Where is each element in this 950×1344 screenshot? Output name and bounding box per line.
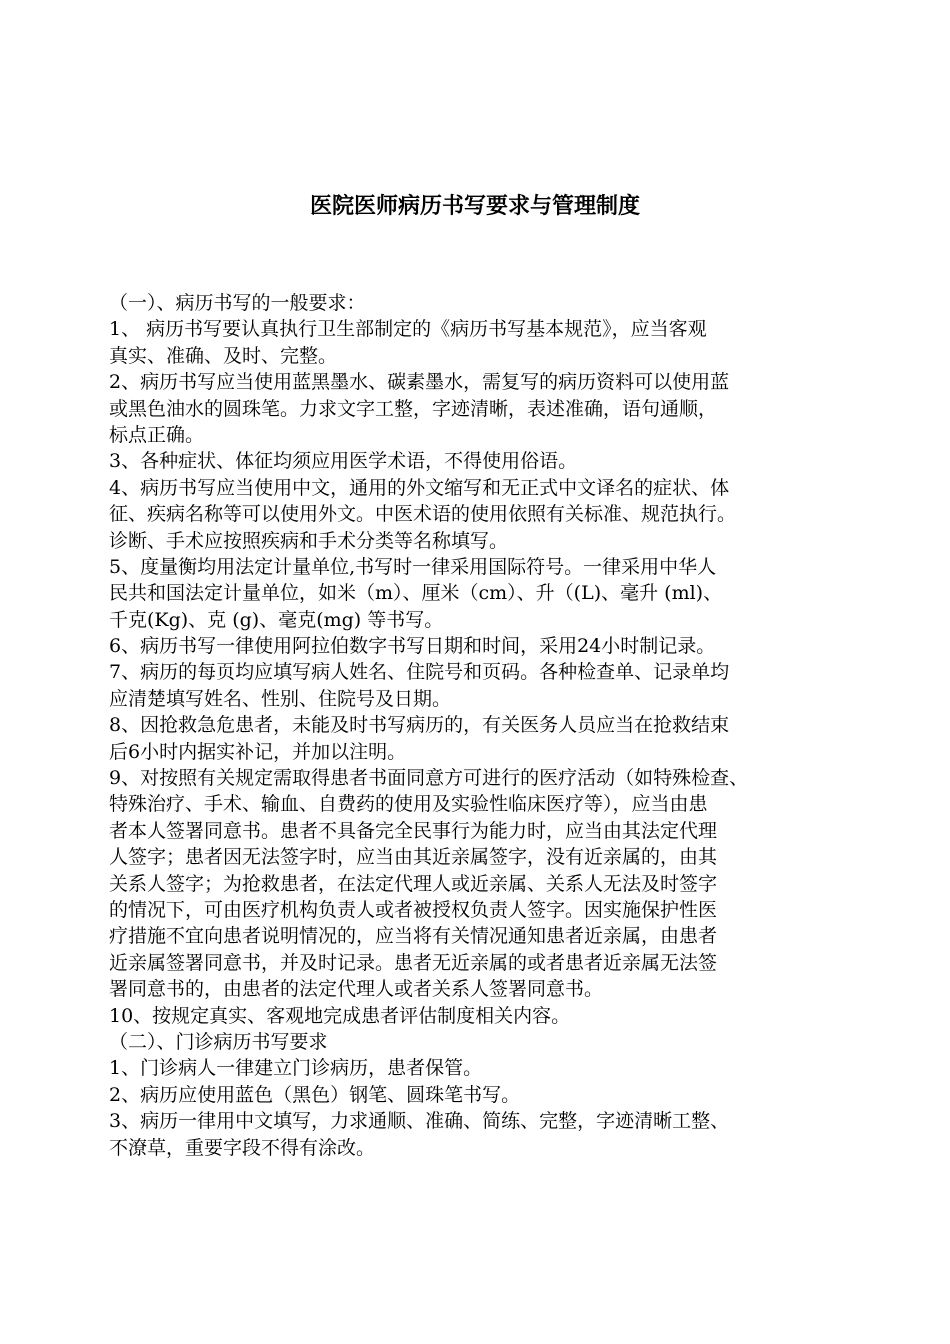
text-line: 者本人签署同意书。患者不具备完全民事行为能力时，应当由其法定代理 bbox=[109, 819, 718, 842]
text-line: 诊断、手术应按照疾病和手术分类等名称填写。 bbox=[109, 529, 509, 552]
text-line: （二）、门诊病历书写要求 bbox=[109, 1030, 328, 1053]
text-line: 民共和国法定计量单位，如米（m）、厘米（cm）、升（(L)、毫升 (ml)、 bbox=[109, 582, 723, 605]
text-line: 7、病历的每页均应填写病人姓名、住院号和页码。各种检查单、记录单均 bbox=[109, 661, 730, 684]
text-line: 6、病历书写一律使用阿拉伯数字书写日期和时间，采用24小时制记录。 bbox=[109, 635, 716, 658]
text-line: 标点正确。 bbox=[109, 423, 205, 446]
text-line: 4、病历书写应当使用中文，通用的外文缩写和无正式中文译名的症状、体 bbox=[109, 476, 730, 499]
text-line: 后6小时内据实补记，并加以注明。 bbox=[109, 740, 407, 763]
text-line: 真实、准确、及时、完整。 bbox=[109, 344, 338, 367]
text-line: 3、各种症状、体征均须应用医学术语，不得使用俗语。 bbox=[109, 450, 578, 473]
text-line: 1、 病历书写要认真执行卫生部制定的《病历书写基本规范》，应当客观 bbox=[109, 318, 707, 341]
text-line: 的情况下，可由医疗机构负责人或者被授权负责人签字。因实施保护性医 bbox=[109, 898, 718, 921]
text-line: 或黑色油水的圆珠笔。力求文字工整，字迹清晰，表述准确，语句通顺， bbox=[109, 397, 718, 420]
text-line: 不潦草，重要字段不得有涂改。 bbox=[109, 1136, 376, 1159]
text-line: 9、对按照有关规定需取得患者书面同意方可进行的医疗活动（如特殊检查、 bbox=[109, 767, 749, 790]
text-line: 疗措施不宜向患者说明情况的，应当将有关情况通知患者近亲属，由患者 bbox=[109, 925, 718, 948]
text-line: 5、度量衡均用法定计量单位,书写时一律采用国际符号。一律采用中华人 bbox=[109, 555, 717, 578]
text-line: 2、病历书写应当使用蓝黑墨水、碳素墨水，需复写的病历资料可以使用蓝 bbox=[109, 371, 730, 394]
text-line: 特殊治疗、手术、输血、自费药的使用及实验性临床医疗等），应当由患 bbox=[109, 793, 708, 816]
text-line: 10、按规定真实、客观地完成患者评估制度相关内容。 bbox=[109, 1004, 571, 1027]
text-line: 近亲属签署同意书，并及时记录。患者无近亲属的或者患者近亲属无法签 bbox=[109, 951, 718, 974]
text-line: 征、疾病名称等可以使用外文。中医术语的使用依照有关标准、规范执行。 bbox=[109, 503, 737, 526]
text-line: 应清楚填写姓名、性别、住院号及日期。 bbox=[109, 687, 452, 710]
text-line: 关系人签字；为抢救患者，在法定代理人或近亲属、关系人无法及时签字 bbox=[109, 872, 718, 895]
text-line: （一）、病历书写的一般要求： bbox=[109, 292, 366, 314]
text-line: 2、病历应使用蓝色（黑色）钢笔、圆珠笔书写。 bbox=[109, 1083, 521, 1106]
text-line: 人签字；患者因无法签字时，应当由其近亲属签字，没有近亲属的，由其 bbox=[109, 846, 718, 869]
text-line: 3、病历一律用中文填写，力求通顺、准确、简练、完整，字迹清晰工整、 bbox=[109, 1110, 730, 1133]
text-line: 1、门诊病人一律建立门诊病历，患者保管。 bbox=[109, 1057, 483, 1080]
text-line: 8、因抢救急危患者，未能及时书写病历的，有关医务人员应当在抢救结束 bbox=[109, 714, 730, 737]
document-body bbox=[109, 290, 849, 1161]
text-line: 千克(Kg)、克 (g)、毫克(mg) 等书写。 bbox=[109, 608, 444, 631]
document-title: 医院医师病历书写要求与管理制度 bbox=[309, 194, 640, 219]
text-line: 署同意书的，由患者的法定代理人或者关系人签署同意书。 bbox=[109, 978, 604, 1001]
